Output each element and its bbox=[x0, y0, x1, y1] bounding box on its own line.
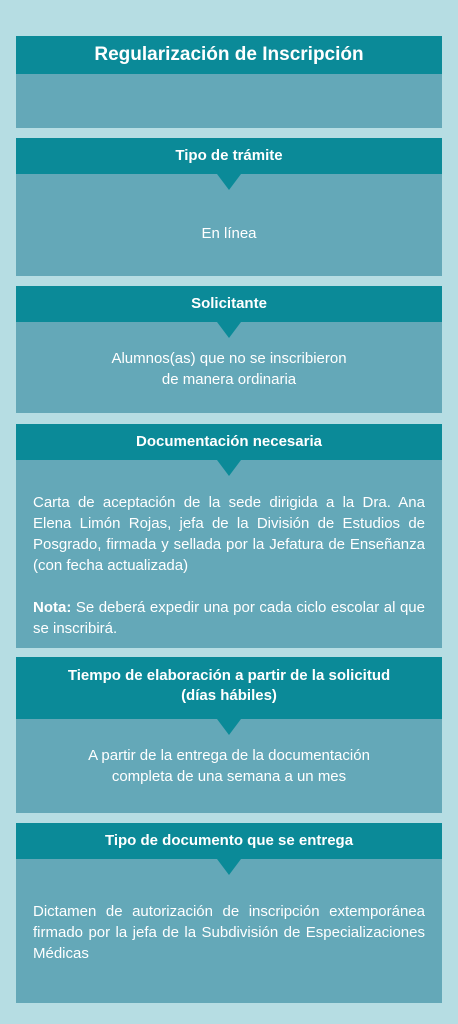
section-solicitante bbox=[16, 286, 442, 413]
section-body bbox=[16, 460, 442, 639]
page-title-text: Regularización de Inscripción bbox=[94, 44, 364, 65]
note-paragraph bbox=[33, 597, 425, 639]
document-paragraph: Dictamen de autorización de inscripción extemporánea firmado por la jefa de la Subdivisión de Especializaciones Médicas bbox=[33, 903, 425, 962]
section-body: Alumnos(as) que no se inscribieron de manera ordinaria bbox=[111, 350, 347, 388]
section-body: En línea bbox=[201, 225, 257, 242]
section-tiempo-elaboracion bbox=[16, 657, 442, 813]
note-label: Nota: bbox=[33, 599, 72, 616]
section-heading: Tipo de trámite bbox=[16, 138, 442, 174]
section-heading: Solicitante bbox=[16, 286, 442, 322]
down-arrow-icon bbox=[217, 859, 241, 875]
note-text: Se deberá expedir una por cada ciclo escolar al que se inscribirá. bbox=[33, 599, 425, 637]
down-arrow-icon bbox=[217, 174, 241, 190]
page-title bbox=[16, 36, 442, 74]
down-arrow-icon bbox=[217, 719, 241, 735]
section-documentacion bbox=[16, 424, 442, 648]
section-heading: Documentación necesaria bbox=[16, 424, 442, 460]
documentation-paragraph: Carta de aceptación de la sede dirigida a la Dra. Ana Elena Limón Rojas, jefa de la División de Estudios de Posgrado, firmada y sellada por la Jefatura de Enseñanza (con fecha actualizada) bbox=[33, 494, 425, 574]
section-tipo-tramite bbox=[16, 138, 442, 276]
section-tipo-documento bbox=[16, 823, 442, 1003]
section-body: A partir de la entrega de la documentación completa de una semana a un mes bbox=[88, 747, 370, 785]
title-card bbox=[16, 36, 442, 128]
section-heading: Tiempo de elaboración a partir de la solicitud (días hábiles) bbox=[16, 657, 442, 719]
down-arrow-icon bbox=[217, 322, 241, 338]
down-arrow-icon bbox=[217, 460, 241, 476]
section-heading: Tipo de documento que se entrega bbox=[16, 823, 442, 859]
